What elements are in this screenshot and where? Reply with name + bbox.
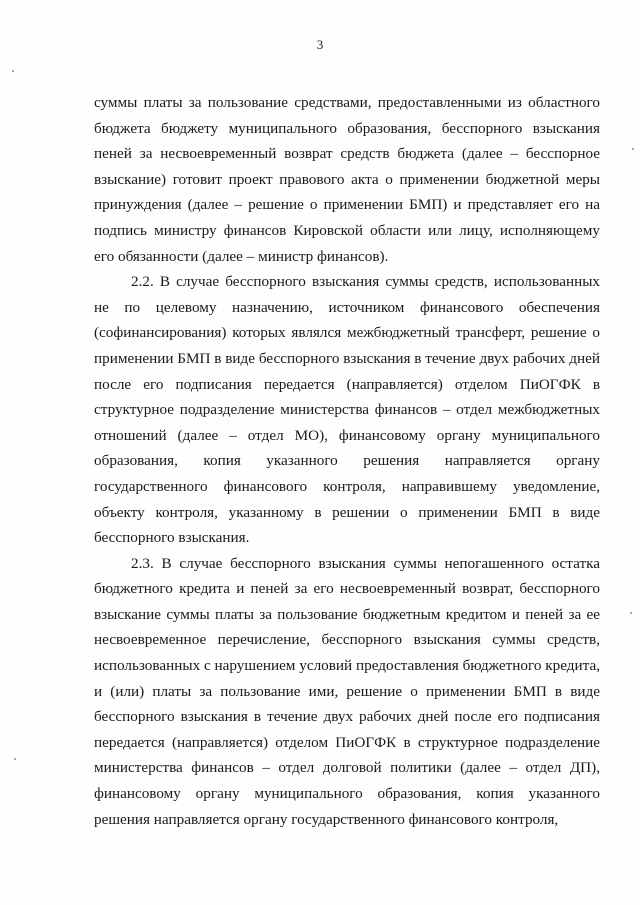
document-body [94,90,600,832]
page-number: 3 [316,37,324,52]
scan-speck [632,148,634,150]
scan-speck [14,758,16,760]
paragraph-2-3: 2.3. В случае бесспорного взыскания суммы непогашенного остатка бюджетного кредита и пеней за его несвоевременный возврат, бесспорного взыскание суммы платы за пользование бюджетным кредитом и пеней за ее несвоевременное перечисление, бесспорного взыскания суммы средств, использованных с нарушением условий предоставления бюджетного кредита, и (или) платы за пользование ими, решение о применении БМП в виде бесспорного взыскания в течение двух рабочих дней после его подписания передается (направляется) отделом ПиОГФК в структурное подразделение министерства финансов – отдел долговой политики (далее – отдел ДП), финансовому органу муниципального образования, копия указанного решения направляется органу государственного финансового контроля, [94,554,600,828]
paragraph-continuation: суммы платы за пользование средствами, предоставленными из областного бюджета бюджету муниципального образования, бесспорного взыскания пеней за несвоевременный возврат средств бюджета (далее – бесспорное взыскание) готовит проект правового акта о применении бюджетной меры принуждения (далее – решение о применении БМП) и представляет его на подпись министру финансов Кировской области или лицу, исполняющему его обязанности (далее – министр финансов). [94,94,600,265]
paragraph-2-2: 2.2. В случае бесспорного взыскания суммы средств, использованных не по целевому назначению, источником финансового обеспечения (софинансирования) которых являлся межбюджетный трансферт, решение о применении БМП в виде бесспорного взыскания в течение двух рабочих дней после его подписания передается (направляется) отделом ПиОГФК в структурное подразделение министерства финансов – отдел межбюджетных отношений (далее – отдел МО), финансовому органу муниципального образования, копия указанного решения направляется органу государственного финансового контроля, направившему уведомление, объекту контроля, указанному в решении о применении БМП в виде бесспорного взыскания. [94,273,600,547]
scan-speck [12,70,14,72]
scan-speck [630,612,632,614]
